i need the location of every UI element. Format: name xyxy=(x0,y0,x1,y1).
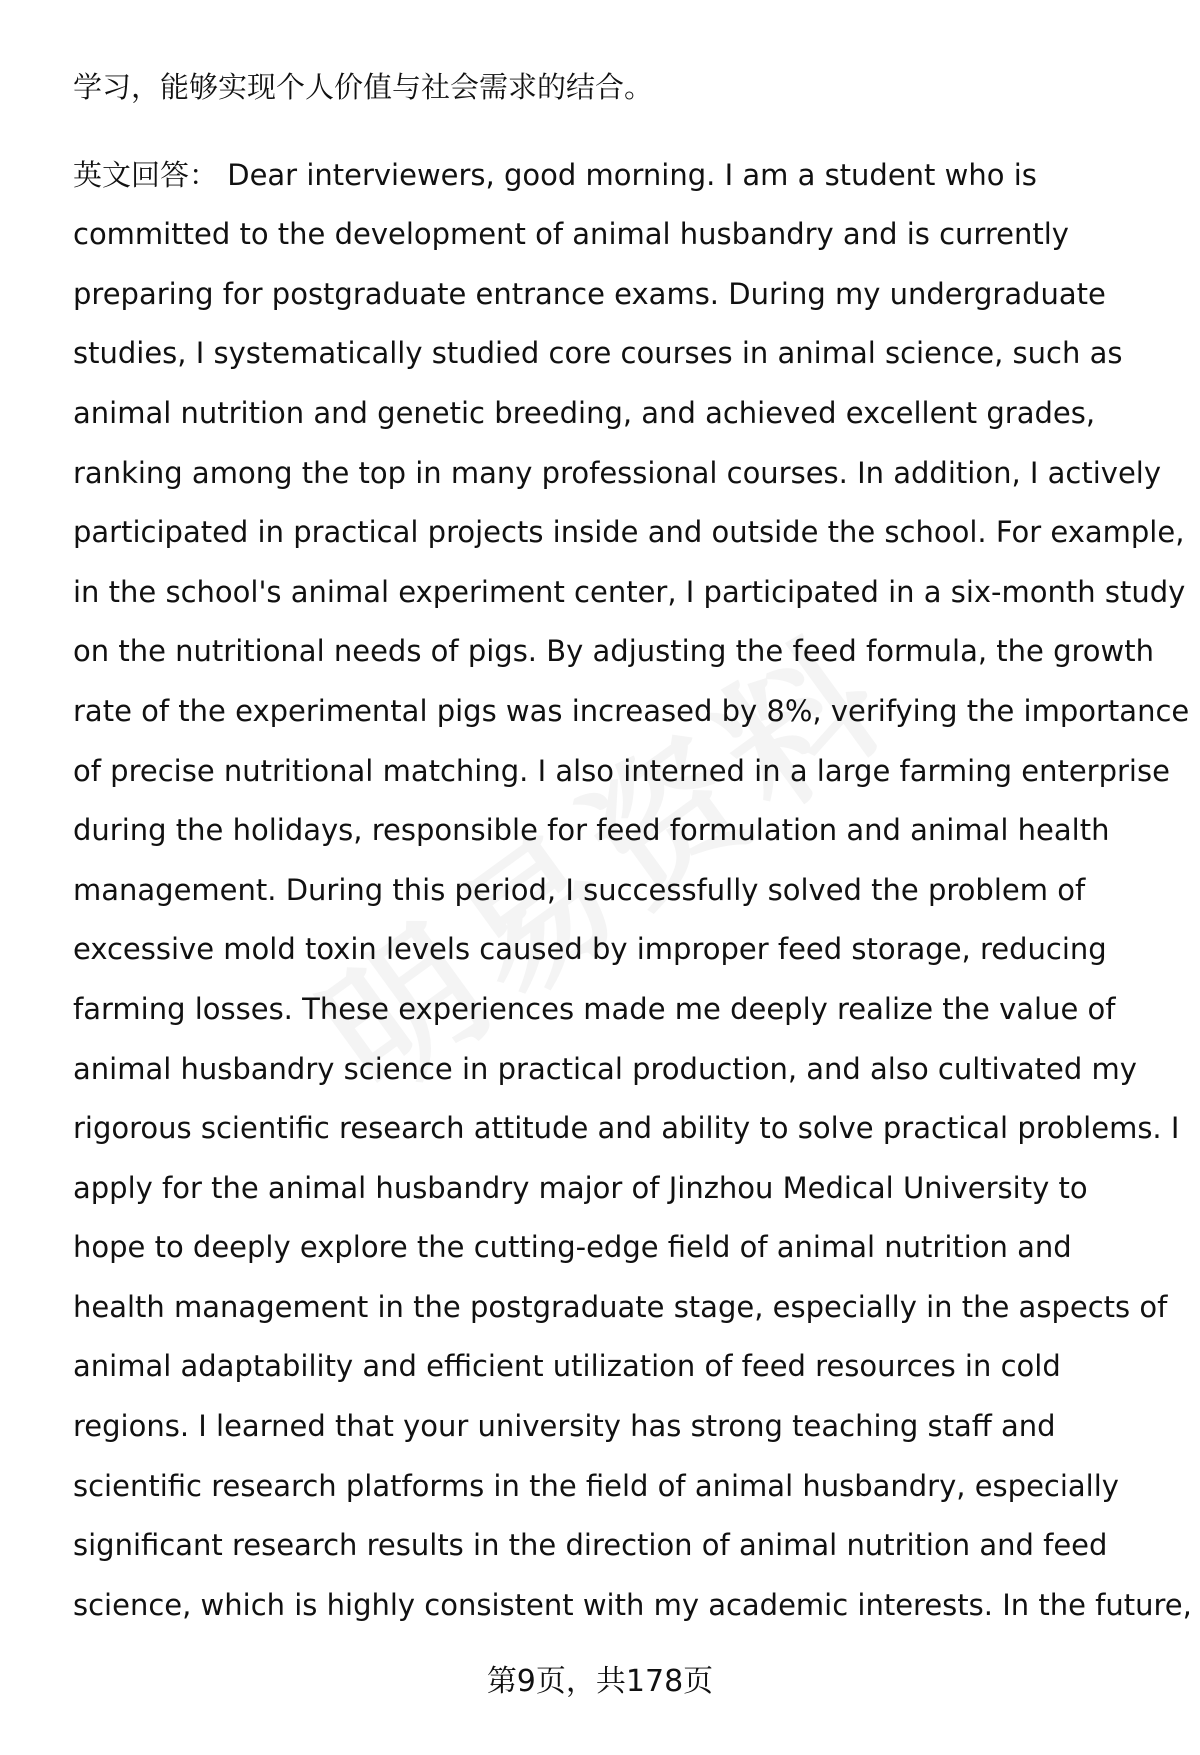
page-number-footer: 第9页，共178页 xyxy=(486,1664,714,1699)
answer-line-17: rigorous scientific research attitude and ability to solve practical problems. I xyxy=(73,1111,1180,1146)
answer-line-22: regions. I learned that your university has strong teaching staff and xyxy=(73,1409,1056,1444)
answer-line-8: in the school's animal experiment center, I participated in a six-month study xyxy=(73,574,1186,609)
answer-line-10: rate of the experimental pigs was increased by 8%, verifying the importance xyxy=(73,693,1190,728)
answer-line-7: participated in practical projects inside and outside the school. For example, xyxy=(73,515,1185,550)
answer-label: 英文回答： xyxy=(73,157,219,192)
answer-line-13: management. During this period, I successfully solved the problem of xyxy=(73,872,1086,907)
answer-line-11: of precise nutritional matching. I also interned in a large farming enterprise xyxy=(73,753,1170,788)
answer-line-1 xyxy=(73,146,1153,206)
answer-line-2: committed to the development of animal husbandry and is currently xyxy=(73,217,1069,252)
answer-line-23: scientific research platforms in the field of animal husbandry, especially xyxy=(73,1468,1119,1503)
answer-line-6: ranking among the top in many professional courses. In addition, I actively xyxy=(73,455,1162,490)
answer-line-16: animal husbandry science in practical production, and also cultivated my xyxy=(73,1051,1137,1086)
document-body xyxy=(73,58,1192,1635)
answer-line-25: science, which is highly consistent with my academic interests. In the future, xyxy=(73,1587,1192,1622)
answer-line-14: excessive mold toxin levels caused by improper feed storage, reducing xyxy=(73,932,1107,967)
paragraph-gap xyxy=(73,118,1153,146)
answer-line-5: animal nutrition and genetic breeding, and achieved excellent grades, xyxy=(73,395,1096,430)
intro-line: 学习，能够实现个人价值与社会需求的结合。 xyxy=(73,70,654,104)
answer-line-18: apply for the animal husbandry major of Jinzhou Medical University to xyxy=(73,1170,1088,1205)
answer-line-21: animal adaptability and efficient utilization of feed resources in cold xyxy=(73,1349,1061,1384)
answer-line-9: on the nutritional needs of pigs. By adjusting the feed formula, the growth xyxy=(73,634,1154,669)
answer-line-3: preparing for postgraduate entrance exams. During my undergraduate xyxy=(73,276,1106,311)
answer-line-12: during the holidays, responsible for feed formulation and animal health xyxy=(73,813,1110,848)
answer-line-1-text: Dear interviewers, good morning. I am a student who is xyxy=(218,157,1037,192)
answer-line-20: health management in the postgraduate stage, especially in the aspects of xyxy=(73,1289,1168,1324)
answer-line-15: farming losses. These experiences made me deeply realize the value of xyxy=(73,991,1116,1026)
answer-line-24: significant research results in the direction of animal nutrition and feed xyxy=(73,1528,1108,1563)
answer-line-4: studies, I systematically studied core courses in animal science, such as xyxy=(73,336,1123,371)
answer-line-19: hope to deeply explore the cutting-edge field of animal nutrition and xyxy=(73,1230,1072,1265)
